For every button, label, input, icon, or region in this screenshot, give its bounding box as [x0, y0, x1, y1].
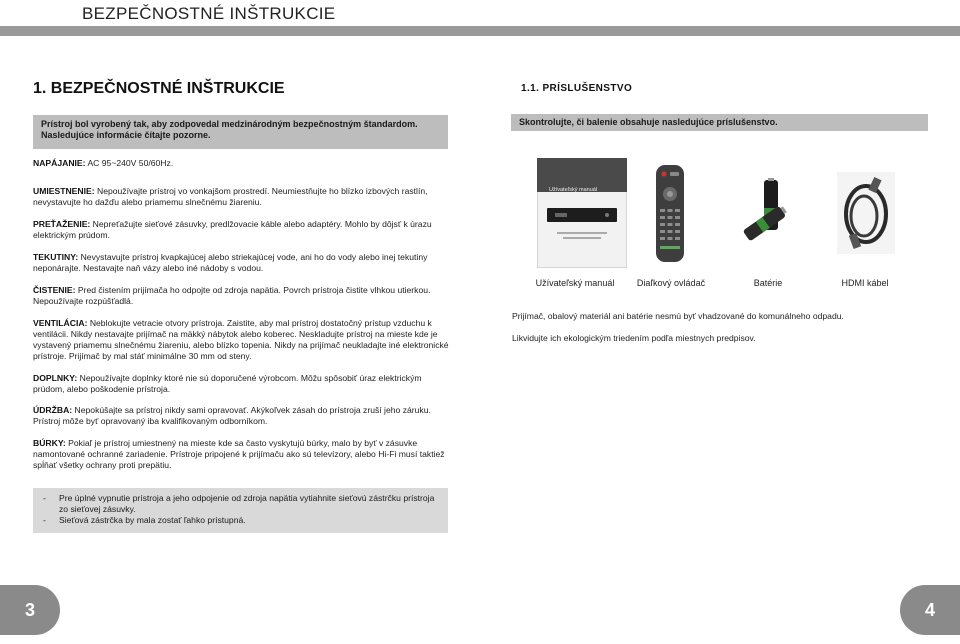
accessory-label-batteries: Batérie	[753, 278, 783, 288]
warning-placement	[33, 186, 450, 208]
warning-label: NAPÁJANIE:	[33, 158, 86, 168]
battery-icon	[735, 178, 800, 243]
warning-liquids	[33, 252, 450, 274]
manual-icon	[537, 158, 627, 268]
accessory-label-manual: Užívateľský manuál	[535, 278, 615, 288]
accessories-instruction: Skontrolujte, či balenie obsahuje nasledujúce príslušenstvo.	[511, 114, 928, 131]
note-dash: -	[43, 515, 46, 525]
warning-text: Nepoužívajte prístroj vo vonkajšom prostredí. Neumiestňujte ho blízko izbových rastlín, nevystavujte ho dažďu alebo priamemu slnečnému žiareniu.	[33, 186, 428, 207]
warning-text: Nevystavujte prístroj kvapkajúcej alebo striekajúcej vode, ani ho do vody alebo inej tekutiny neponárajte. Nestavajte naň vázy alebo iné nádoby s vodou.	[33, 252, 428, 273]
warning-text: Nepoužívajte doplnky ktoré nie sú doporučené výrobcom. Môžu spôsobiť úraz elektrickým prúdom, alebo poškodenie prístroja.	[33, 373, 422, 394]
warning-overload	[33, 219, 450, 241]
note-item	[43, 493, 438, 515]
disposal-note: Prijímač, obalový materiál ani batérie nesmú byť vhadzované do komunálneho odpadu.	[512, 311, 844, 321]
warning-label: ÚDRŽBA:	[33, 405, 73, 415]
warning-text: Nepreťažujte sieťové zásuvky, predlžovacie káble alebo adaptéry. Mohlo by dôjsť k úrazu elektrickým prúdom.	[33, 219, 432, 240]
warning-text: AC 95~240V 50/60Hz.	[85, 158, 174, 168]
accessory-label-hdmi: HDMI kábel	[841, 278, 889, 288]
warning-label: UMIESTNENIE:	[33, 186, 95, 196]
warning-label: BÚRKY:	[33, 438, 66, 448]
note-dash: -	[43, 493, 46, 503]
intro-line-2: Nasledujúce informácie čítajte pozorne.	[41, 130, 211, 140]
note-text: Pre úplné vypnutie prístroja a jeho odpojenie od zdroja napätia vytiahnite sieťovú zástrčku prístroja zo sieťovej zásuvky.	[59, 493, 435, 514]
warning-label: TEKUTINY:	[33, 252, 79, 262]
warning-text: Nepokúšajte sa prístroj nikdy sami opravovať. Akýkoľvek zásah do prístroja zruší jeho záruku. Prístroj môže byť opravovaný iba kvalifikovaným odborníkom.	[33, 405, 431, 426]
header-bar	[0, 26, 960, 36]
warning-label: ČISTENIE:	[33, 285, 76, 295]
warning-text: Neblokujte vetracie otvory prístroja. Zaistite, aby mal prístroj dostatočný prístup vzduchu k ventilácii. Nikdy nestavajte prijímač na mäkký nábytok alebo koberec. Neskladujte prístroj na mieste kde je vystavený priamemu slnečnému žiareniu, alebo blízko topenia. Nikdy na prijímač neukladajte iné elektronické prístroje. Prijímač by mal stáť minimálne 30 mm od steny.	[33, 318, 449, 361]
hdmi-cable-icon	[837, 172, 895, 254]
page-number-right: 4	[900, 585, 960, 635]
note-item	[43, 515, 438, 526]
section-title: 1. BEZPEČNOSTNÉ INŠTRUKCIE	[33, 80, 285, 97]
warning-label: VENTILÁCIA:	[33, 318, 88, 328]
warning-text: Pred čistením prijímača ho odpojte od zdroja napätia. Povrch prístroja čistite vlhkou utierkou. Nepoužívajte rozpúšťadlá.	[33, 285, 431, 306]
manual-cover-title: Užívateľský manuál	[549, 187, 598, 193]
warning-label: DOPLNKY:	[33, 373, 78, 383]
warning-accessories	[33, 373, 450, 395]
warning-text: Pokiaľ je prístroj umiestnený na mieste kde sa často vyskytujú búrky, malo by byť v zásuvke namontované ochranné zariadenie. Prístroje pripojené k prijímaču ako sú televízory, alebo Hi-Fi musí taktiež spĺňať všetky ochrany proti prepätiu.	[33, 438, 445, 470]
warning-maintenance	[33, 405, 450, 427]
note-text: Sieťová zástrčka by mala zostať ľahko prístupná.	[59, 515, 246, 525]
warning-cleaning	[33, 285, 450, 307]
warning-label: PREŤAŽENIE:	[33, 219, 91, 229]
remote-icon	[650, 164, 690, 264]
power-note-box	[33, 488, 448, 533]
intro-line-1: Prístroj bol vyrobený tak, aby zodpovedal medzinárodným bezpečnostným štandardom.	[41, 119, 418, 129]
page-number-left: 3	[0, 585, 60, 635]
intro-box	[33, 115, 448, 149]
accessories-title: 1.1. PRÍSLUŠENSTVO	[521, 83, 633, 94]
recycling-note: Likvidujte ich ekologickým triedením podľa miestnych predpisov.	[512, 333, 756, 343]
warning-ventilation	[33, 318, 450, 362]
page-header-title: BEZPEČNOSTNÉ INŠTRUKCIE	[82, 4, 336, 23]
accessory-label-remote: Diaľkový ovládač	[636, 278, 706, 288]
warning-power	[33, 158, 450, 169]
warning-storms	[33, 438, 450, 471]
